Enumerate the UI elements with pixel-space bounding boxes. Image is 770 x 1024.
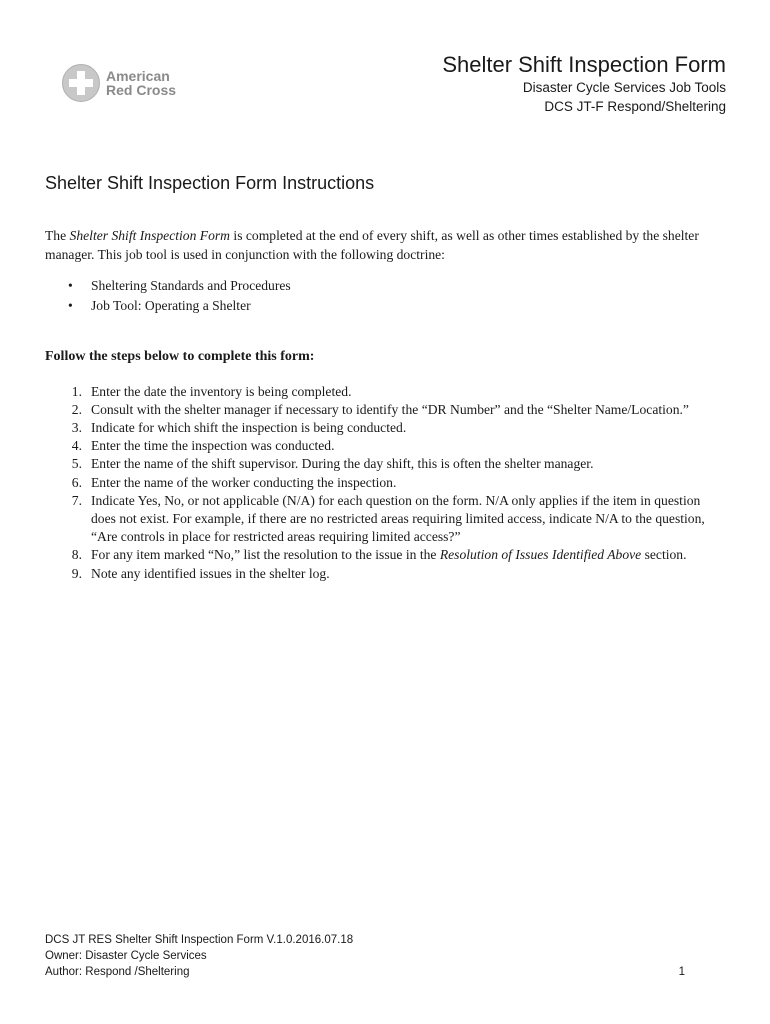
logo-line1: American <box>106 68 170 84</box>
step-item <box>45 455 725 473</box>
document-footer <box>45 932 685 980</box>
subtitle-dcs-code: DCS JT-F Respond/Sheltering <box>544 99 726 114</box>
step-item <box>45 546 725 564</box>
intro-form-name: Shelter Shift Inspection Form <box>69 228 231 243</box>
red-cross-icon <box>62 64 100 102</box>
step-text: Enter the date the inventory is being completed. <box>91 383 352 399</box>
step-text: section. <box>641 547 687 563</box>
step-number: 7. <box>71 492 82 508</box>
step-number: 5. <box>71 456 82 472</box>
doctrine-item: • Job Tool: Operating a Shelter <box>45 296 725 316</box>
intro-paragraph <box>45 227 725 264</box>
doctrine-list <box>45 276 725 316</box>
subtitle-job-tools: Disaster Cycle Services Job Tools <box>522 80 726 95</box>
step-number: 9. <box>71 565 82 581</box>
step-number: 2. <box>71 401 82 417</box>
step-number: 3. <box>71 419 82 435</box>
step-item <box>45 474 725 492</box>
step-item <box>45 401 725 419</box>
steps-list <box>45 383 725 583</box>
step-text: Indicate Yes, No, or not applicable (N/A) for each question on the form. N/A only applies if the item in question does not exist. For example, if there are no restricted areas requiring limited access, indicate N/A to the question, “Are controls in place for restricted areas requiring limited access?” <box>91 492 705 545</box>
footer-version: DCS JT RES Shelter Shift Inspection Form V.1.0.2016.07.18 <box>45 934 354 946</box>
step-number: 6. <box>71 474 82 490</box>
red-cross-logo <box>62 64 176 102</box>
footer-owner: Owner: Disaster Cycle Services <box>45 950 207 962</box>
step-item <box>45 492 725 547</box>
step-text: Note any identified issues in the shelter log. <box>91 565 330 581</box>
step-text: Consult with the shelter manager if necessary to identify the “DR Number” and the “Shelter Name/Location.” <box>91 401 689 417</box>
step-text: For any item marked “No,” list the resolution to the issue in the <box>91 547 440 563</box>
step-item <box>45 419 725 437</box>
instructions-title: Shelter Shift Inspection Form Instructions <box>45 173 375 193</box>
step-text: Indicate for which shift the inspection is being conducted. <box>91 419 407 435</box>
step-number: 4. <box>71 438 82 454</box>
step-text: Enter the name of the shift supervisor. During the day shift, this is often the shelter manager. <box>91 456 594 472</box>
step-text: Enter the time the inspection was conducted. <box>91 438 335 454</box>
logo-text <box>106 69 176 97</box>
page-number: 1 <box>678 966 685 978</box>
steps-heading: Follow the steps below to complete this form: <box>45 349 315 364</box>
step-section-name: Resolution of Issues Identified Above <box>439 547 642 563</box>
step-item <box>45 383 725 401</box>
footer-author: Author: Respond /Sheltering <box>45 966 190 978</box>
intro-text-post: is completed at the end of every shift, as well as other times established by the shelter manager. This job tool is used in conjunction with the following doctrine: <box>45 228 699 262</box>
intro-text-pre: The <box>45 228 70 243</box>
step-item <box>45 437 725 455</box>
doctrine-item: • Sheltering Standards and Procedures <box>45 276 725 296</box>
step-number: 1. <box>71 383 82 399</box>
form-title: Shelter Shift Inspection Form <box>442 52 726 77</box>
step-text: Enter the name of the worker conducting the inspection. <box>91 474 397 490</box>
instructions-body <box>45 227 725 583</box>
logo-line2: Red Cross <box>106 82 177 98</box>
step-item <box>45 565 725 583</box>
document-header <box>442 52 726 116</box>
step-number: 8. <box>71 547 82 563</box>
